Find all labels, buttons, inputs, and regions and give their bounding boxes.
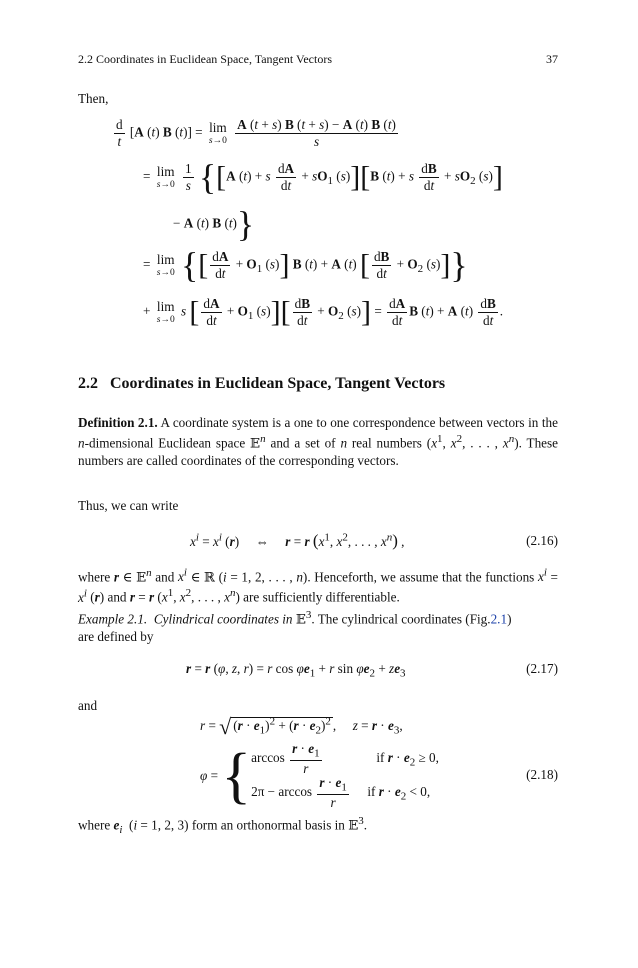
definition-text-c: and a set of xyxy=(270,435,336,451)
equation-number-2-17: (2.17) xyxy=(526,661,558,676)
where1-a: where xyxy=(78,569,111,585)
equation-2-18-phi: φ = { arccos $\frac{r \cdot e_1}{r}$ if $r \cdot e_2 \ge 0$, 2π − arccos $\frac{r \cdot e_1}{r}$ if $r \cdot e_2 < 0$, xyxy=(200,741,439,810)
definition-text-b: -dimensional Euclidean space xyxy=(84,435,246,451)
equation-2-18-r: r = √ $(r \cdot e_1)^2 + (r \cdot e_2)^2$ , $z = r \cdot e_3$, xyxy=(200,714,403,739)
definition-text-e: . These numbers are called coordinates of the corresponding vectors. xyxy=(78,435,559,469)
where1-c: . Henceforth, we assume that the xyxy=(307,569,482,585)
intro-text: Then, xyxy=(78,91,109,106)
example-paragraph: Example 2.1. Cylindrical coordinates in 𝔼$^3$. The cylindrical coordinates (Fig.2.1) are defined by xyxy=(78,609,512,645)
example-text: . The cylindrical coordinates (Fig. xyxy=(311,611,491,627)
derivation-line-2: = lim s→0 $\frac{1}{s}$ {[A (t) + s $\frac{dA}{dt}$ + $sO_1$ (s)][B (t) + s $\frac{dB}{dt}$ + $sO_2$ (s)] xyxy=(143,156,503,197)
and-text: and xyxy=(78,698,98,713)
definition-paragraph: Definition 2.1. A coordinate system is a one to one correspondence between vectors in the n-dimensional Euclidean space 𝔼$^n$ and a set of n real numbers ($x^1$, $x^2$, . . . , $x^n$). These numbers are called coordinates of the corresponding vectors. xyxy=(78,415,559,469)
definition-text-a: A coordinate system is a one to one correspondence between vectors in the xyxy=(160,415,558,430)
derivation-line-1: $\frac{d}{t}$ [A (t) B (t)] = lim s→0 $\frac{A (t + s) B (t + s) - A (t) B (t)}{s}$ xyxy=(116,117,396,149)
equation-number-2-18: (2.18) xyxy=(526,767,558,782)
derivation-line-4: = lim s→0 {[ $\frac{dA}{dt}$ + $O_1$ (s)] B (t) + A (t) [ $\frac{dB}{dt}$ + $O_2$ (s)]} xyxy=(143,244,468,285)
section-heading xyxy=(78,373,445,395)
where1-e: and xyxy=(107,589,127,605)
section-title: Coordinates in Euclidean Space, Tangent Vectors xyxy=(110,375,446,392)
where1-f: are sufficiently differentiable. xyxy=(243,589,400,605)
where2-a: where xyxy=(78,817,111,833)
equation-2-17: r = r (φ, z, r) = r $\cos \varphi e_1 + r$ $\sin \varphi e_2 + ze_3$ xyxy=(186,661,406,680)
equation-2-16: $x^i = x^i$ (r) ⇔ r = r ($x^1$, $x^2$, . . . , $x^n$) , xyxy=(190,531,405,550)
definition-text-d: real numbers xyxy=(351,435,422,451)
example-label: Example 2.1. xyxy=(78,611,148,627)
where2-b: form an orthonormal basis in xyxy=(191,817,345,833)
header-section: 2.2 Coordinates in Euclidean Space, Tangent Vectors xyxy=(78,52,332,66)
section-number: 2.2 xyxy=(78,375,98,392)
definition-label: Definition 2.1. xyxy=(78,415,158,430)
where-paragraph: where r ∈ 𝔼$^n$ and $x^i$ ∈ ℝ (i = 1, 2, . . . , n). Henceforth, we assume that the functions $x^i = x^i$ (r) and r = r ($x^1$, $x^2$, . . . , $x^n$) are sufficiently differentiable. xyxy=(78,567,558,605)
page-number: 37 xyxy=(546,52,558,66)
thus-text: Thus, we can write xyxy=(78,498,179,513)
running-header xyxy=(78,51,558,67)
figure-link[interactable]: 2.1 xyxy=(490,611,508,627)
equation-number-2-16: (2.16) xyxy=(526,533,558,548)
where1-b: and xyxy=(155,569,175,585)
example-text-3: are defined by xyxy=(78,629,154,645)
basis-paragraph: where $e_i$ (i = 1, 2, 3) form an orthonormal basis in 𝔼$^3$. xyxy=(78,815,368,837)
example-text-2: ) xyxy=(507,611,512,627)
where1-d: functions xyxy=(485,569,535,585)
derivation-line-3: − A (t) B (t)} xyxy=(173,204,255,244)
derivation-line-5: + lim s→0 s [ $\frac{dA}{dt}$ + $O_1$ (s)][ $\frac{dB}{dt}$ + $O_2$ (s)] = $\frac{dA}{dt}$ B (t) + A (t) $\frac{dB}{dt}$ . xyxy=(143,295,504,329)
example-title: Cylindrical coordinates in xyxy=(153,611,293,627)
